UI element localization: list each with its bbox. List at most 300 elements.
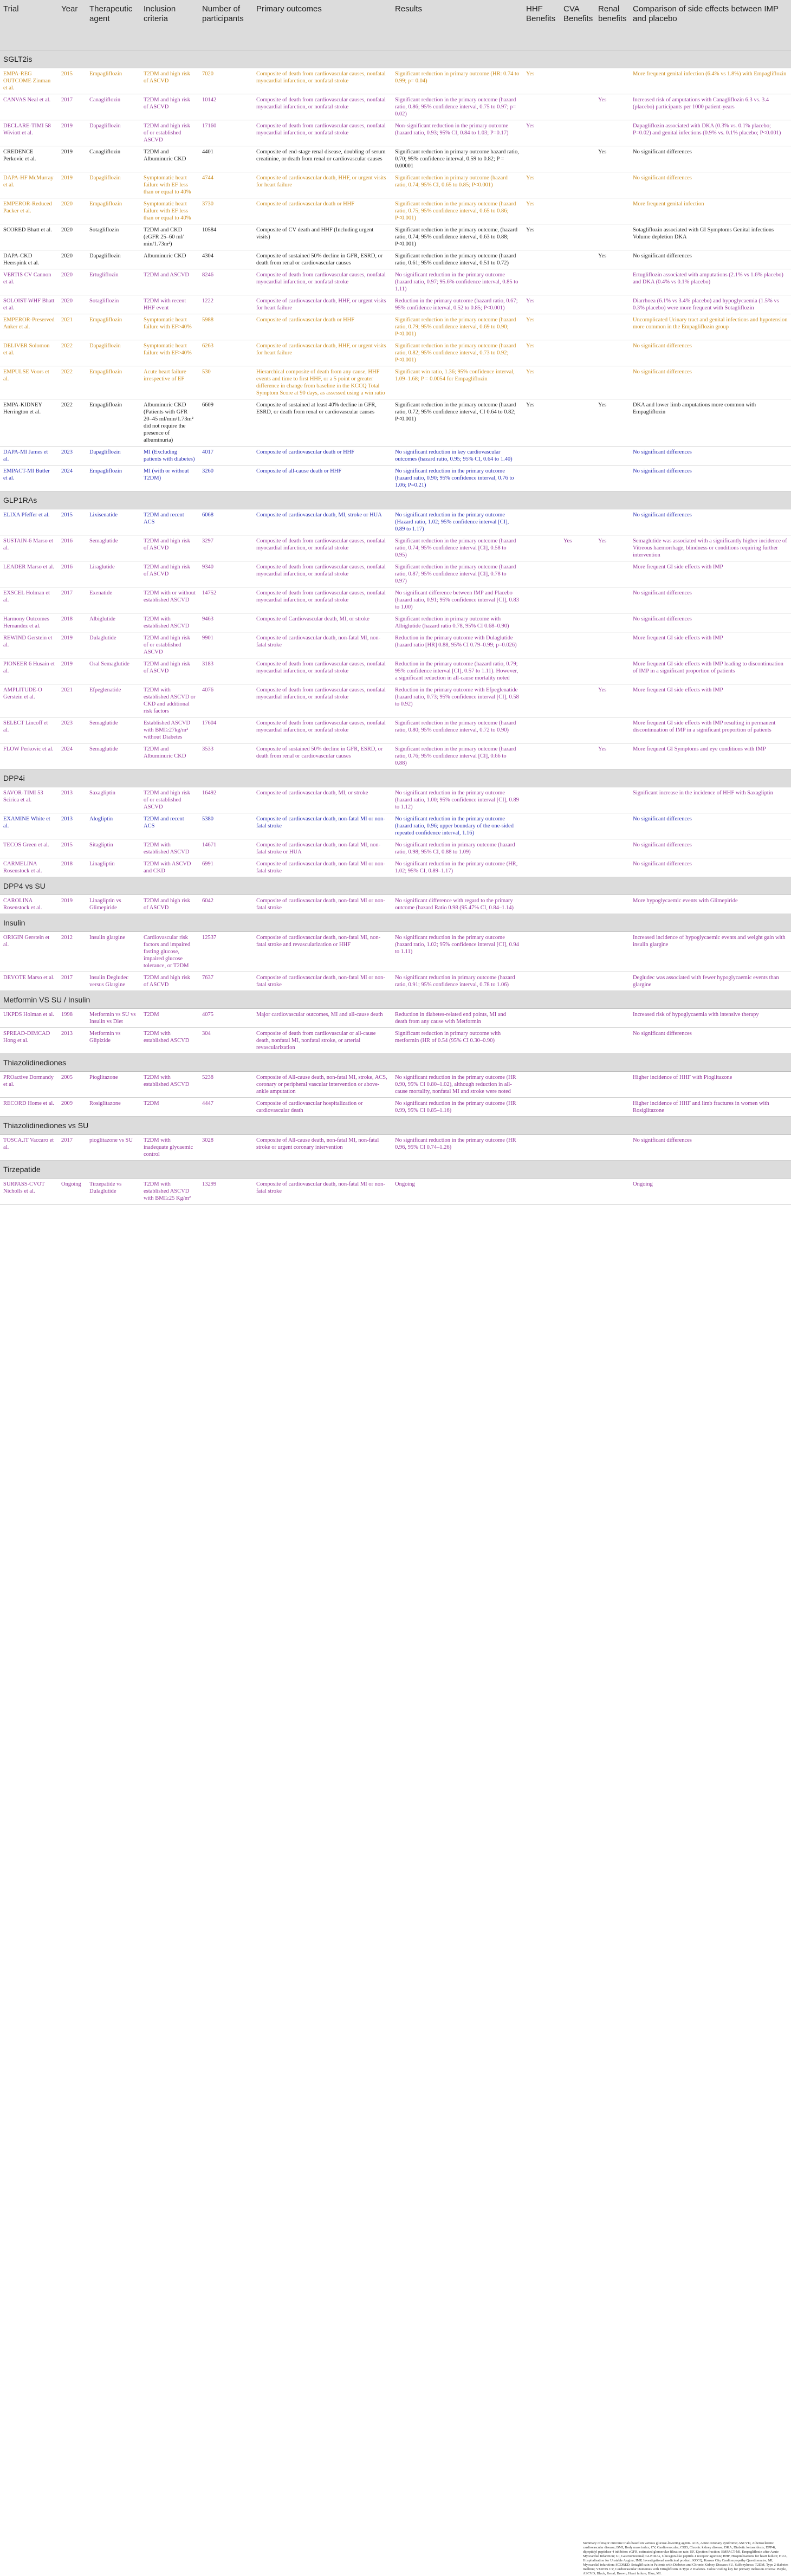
table-cell: 6263 bbox=[199, 340, 253, 366]
table-cell: No significant reduction in primary outcome (hazard ratio, 0.98; 95% CI, 0.88 to 1.09) bbox=[392, 839, 523, 858]
table-cell: Composite of death from cardiovascular causes, nonfatal myocardial infarction, or nonfatal stroke bbox=[253, 94, 392, 120]
table-row bbox=[0, 269, 791, 295]
table-cell: 6042 bbox=[199, 895, 253, 914]
table-cell: Linagliptin vs Glimepiride bbox=[86, 895, 140, 914]
section-title: Thiazolidinediones vs SU bbox=[0, 1116, 791, 1134]
table-cell bbox=[595, 587, 630, 613]
table-cell bbox=[560, 340, 595, 366]
table-cell: Yes bbox=[595, 684, 630, 717]
table-cell: 2013 bbox=[58, 787, 86, 813]
table-cell: T2DM with established ASCVD bbox=[140, 1027, 199, 1053]
table-cell bbox=[560, 613, 595, 632]
table-cell: No significant differences bbox=[630, 366, 791, 399]
table-cell: DAPA-CKD Heerspink et al. bbox=[0, 250, 58, 269]
table-cell: T2DM and high risk of ASCVD bbox=[140, 561, 199, 587]
table-cell bbox=[560, 858, 595, 877]
table-cell: Significant reduction in primary outcome (HR: 0.74 to 0.99; p= 0.04) bbox=[392, 68, 523, 94]
table-cell: PIONEER 6 Husain et al. bbox=[0, 658, 58, 684]
table-cell: Canagliflozin bbox=[86, 94, 140, 120]
table-cell: SAVOR-TIMI 53 Scirica et al. bbox=[0, 787, 58, 813]
table-cell: Reduction in the primary outcome with Dulaglutide (hazard ratio [HR] 0.88, 95% CI 0.79–0.99; p=0.026) bbox=[392, 632, 523, 658]
table-cell: T2DM and high risk of ASCVD bbox=[140, 94, 199, 120]
table-cell bbox=[560, 250, 595, 269]
table-cell bbox=[523, 684, 560, 717]
table-cell bbox=[595, 813, 630, 839]
table-cell: 7020 bbox=[199, 68, 253, 94]
table-cell: No significant differences bbox=[630, 146, 791, 172]
table-cell: Semaglutide bbox=[86, 535, 140, 561]
table-cell bbox=[523, 561, 560, 587]
table-cell bbox=[595, 509, 630, 535]
table-cell: 2022 bbox=[58, 399, 86, 446]
section-title: GLP1RAs bbox=[0, 491, 791, 509]
table-cell: T2DM and high risk of ASCVD bbox=[140, 68, 199, 94]
table-cell bbox=[595, 717, 630, 743]
table-cell: No significant differences bbox=[630, 446, 791, 465]
table-cell: T2DM with or without established ASCVD bbox=[140, 587, 199, 613]
section-title: SGLT2is bbox=[0, 50, 791, 68]
table-cell bbox=[523, 1178, 560, 1204]
table-cell bbox=[523, 146, 560, 172]
table-cell: 2020 bbox=[58, 269, 86, 295]
table-cell bbox=[560, 1071, 595, 1097]
table-cell: Composite of death from cardiovascular causes, nonfatal myocardial infarction, or nonfatal stroke bbox=[253, 717, 392, 743]
table-cell: No significant reduction in the primary outcome (HR, 1.02; 95% CI, 0.89–1.17) bbox=[392, 858, 523, 877]
table-cell bbox=[523, 839, 560, 858]
table-cell: Composite of cardiovascular death, non-fatal MI or non-fatal stroke bbox=[253, 972, 392, 991]
table-cell: Empagliflozin bbox=[86, 366, 140, 399]
table-cell bbox=[595, 295, 630, 314]
table-cell: 6068 bbox=[199, 509, 253, 535]
table-cell: No significant reduction in the primary outcome (HR 0.96, 95% CI 0.74–1.26) bbox=[392, 1134, 523, 1160]
table-cell bbox=[560, 509, 595, 535]
table-cell bbox=[523, 787, 560, 813]
section-title: Metformin VS SU / Insulin bbox=[0, 991, 791, 1008]
table-cell bbox=[595, 1027, 630, 1053]
table-cell: 2020 bbox=[58, 295, 86, 314]
table-cell: Composite of sustained at least 40% decline in GFR, ESRD, or death from renal or cardiovascular causes bbox=[253, 399, 392, 446]
table-cell: 3297 bbox=[199, 535, 253, 561]
table-cell: Sotagliflozin bbox=[86, 295, 140, 314]
table-cell bbox=[595, 172, 630, 198]
table-cell: 2019 bbox=[58, 146, 86, 172]
table-cell: 10584 bbox=[199, 224, 253, 250]
table-cell: T2DM with recent HHF event bbox=[140, 295, 199, 314]
table-cell: No significant differences bbox=[630, 172, 791, 198]
table-cell: SUSTAIN-6 Marso et al. bbox=[0, 535, 58, 561]
table-cell: Composite of death from cardiovascular causes, nonfatal myocardial infarction, or nonfatal stroke bbox=[253, 120, 392, 146]
table-cell: EMPEROR-Reduced Packer et al. bbox=[0, 198, 58, 224]
table-cell bbox=[560, 743, 595, 769]
table-cell: Symptomatic heart failure with EF>40% bbox=[140, 314, 199, 340]
table-cell bbox=[560, 787, 595, 813]
table-cell: SELECT Lincoff et al. bbox=[0, 717, 58, 743]
table-cell bbox=[560, 1027, 595, 1053]
table-cell bbox=[595, 972, 630, 991]
table-cell: 17604 bbox=[199, 717, 253, 743]
table-cell: 3260 bbox=[199, 465, 253, 491]
table-cell: T2DM with ASCVD and CKD bbox=[140, 858, 199, 877]
table-cell: Diarrhoea (6.1% vs 3.4% placebo) and hypoglycaemia (1.5% vs 0.3% placebo) were more frequent with Sotagliflozin bbox=[630, 295, 791, 314]
table-cell: EMPACT-MI Butler et al. bbox=[0, 465, 58, 491]
table-cell bbox=[595, 931, 630, 972]
table-cell: Sotagliflozin bbox=[86, 224, 140, 250]
table-cell: REWIND Gerstein et al. bbox=[0, 632, 58, 658]
table-cell: Composite of cardiovascular death or HHF bbox=[253, 314, 392, 340]
table-cell: Dapagliflozin bbox=[86, 340, 140, 366]
table-cell bbox=[560, 269, 595, 295]
table-cell: 2017 bbox=[58, 1134, 86, 1160]
table-cell: No significant reduction in the primary outcome (HR 0.90, 95% CI 0.80–1.02), although reduction in all-cause mortality, nonfatal MI and stroke were noted bbox=[392, 1071, 523, 1097]
table-cell: Albuminuric CKD (Patients with GFR 20–45 ml/min/1.73m² did not require the presence of albuminuria) bbox=[140, 399, 199, 446]
table-row bbox=[0, 743, 791, 769]
table-cell: Increased risk of hypoglycaemia with intensive therapy bbox=[630, 1008, 791, 1027]
table-cell bbox=[560, 895, 595, 914]
column-header: Inclusion criteria bbox=[140, 0, 199, 50]
table-cell: 1998 bbox=[58, 1008, 86, 1027]
table-cell bbox=[523, 446, 560, 465]
table-cell bbox=[595, 561, 630, 587]
table-cell bbox=[560, 146, 595, 172]
table-cell bbox=[523, 250, 560, 269]
table-cell: Yes bbox=[523, 340, 560, 366]
table-cell: 14671 bbox=[199, 839, 253, 858]
table-cell: T2DM with inadequate glycaemic control bbox=[140, 1134, 199, 1160]
table-cell bbox=[560, 68, 595, 94]
table-cell bbox=[523, 269, 560, 295]
table-cell: VERTIS CV Cannon et al. bbox=[0, 269, 58, 295]
table-cell: No significant reduction in the primary outcome (hazard ratio, 0.96; upper boundary of the one-sided repeated confidence interval, 1.16) bbox=[392, 813, 523, 839]
table-cell: Ongoing bbox=[392, 1178, 523, 1204]
section-title: Insulin bbox=[0, 914, 791, 931]
table-cell: 2023 bbox=[58, 717, 86, 743]
table-cell: RECORD Home et al. bbox=[0, 1097, 58, 1116]
table-cell: Insulin glargine bbox=[86, 931, 140, 972]
table-cell: CAROLINA Rosenstock et al. bbox=[0, 895, 58, 914]
table-cell: T2DM bbox=[140, 1097, 199, 1116]
table-cell: 2019 bbox=[58, 120, 86, 146]
table-cell: 2015 bbox=[58, 509, 86, 535]
table-cell: T2DM bbox=[140, 1008, 199, 1027]
table-cell: Composite of cardiovascular death, non-fatal MI, non-fatal stroke and revascularization or HHF bbox=[253, 931, 392, 972]
table-cell: No significant differences bbox=[630, 465, 791, 491]
table-cell: More hypoglycaemic events with Glimepiride bbox=[630, 895, 791, 914]
table-cell: Significant reduction in the primary outcome, (hazard ratio, 0.74; 95% confidence interval, 0.63 to 0.88; P<0.001) bbox=[392, 224, 523, 250]
table-cell: 17160 bbox=[199, 120, 253, 146]
table-cell: Composite of death from cardiovascular causes, nonfatal myocardial infarction, or nonfatal stroke bbox=[253, 684, 392, 717]
table-row bbox=[0, 658, 791, 684]
table-cell: 2023 bbox=[58, 446, 86, 465]
table-cell: More frequent genital infection (6.4% vs 1.8%) with Empagliflozin bbox=[630, 68, 791, 94]
table-cell: 16492 bbox=[199, 787, 253, 813]
table-header bbox=[0, 0, 791, 50]
table-cell: Significant reduction in primary outcome with Albiglutide (hazard ratio 0.78, 95% CI 0.68–0.90) bbox=[392, 613, 523, 632]
table-cell: No significant differences bbox=[630, 613, 791, 632]
table-cell bbox=[523, 465, 560, 491]
table-cell: More frequent genital infection bbox=[630, 198, 791, 224]
table-cell: No significant differences bbox=[630, 813, 791, 839]
table-cell: Major cardiovascular outcomes, MI and all-cause death bbox=[253, 1008, 392, 1027]
table-cell bbox=[523, 535, 560, 561]
table-footnote: Summary of major outcome trials based on various glucose-lowering agents. ACS, Acute coronary syndrome; ASCVD, Atherosclerotic cardiovascular disease; BMI, Body mass index; CV, Cardiovascular; CKD, Chronic kidney disease; DKA, Diabetic ketoacidosis; DPP4i, dipeptidyl peptidase 4 inhibitor; eGFR, estimated glomerular filtration rate; EF, Ejection fraction; EMPACT-MI, Empagliflozin after Acute Myocardial Infarction; GI, Gastrointestinal; GLP1RAs, Glucagon-like peptide-1 receptor agonists; HHF, Hospitalisations for heart failure; HUA, Hospitalisation for Unstable Angina; IMP, Investigational medicinal product; KCCQ, Kansas City Cardiomyopathy Questionnaire; MI, Myocardial infarction; SCORED, Sotagliflozin in Patients with Diabetes and Chronic Kidney Disease; SU, Sulfonylurea; T2DM, Type 2 diabetes mellitus; VERTIS CV, Cardiovascular Outcomes with Ertugliflozin in Type 2 Diabetes. Colour coding key for primary inclusion criteria: Purple, ASCVD; Black, Renal; Brown, Heart failure; Blue, MI. bbox=[583, 2541, 788, 2575]
table-cell: Yes bbox=[595, 535, 630, 561]
table-cell bbox=[560, 1178, 595, 1204]
table-cell: 2015 bbox=[58, 68, 86, 94]
table-cell: 2022 bbox=[58, 366, 86, 399]
table-cell: T2DM and high risk of or established ASCVD bbox=[140, 787, 199, 813]
table-cell: CANVAS Neal et al. bbox=[0, 94, 58, 120]
table-cell bbox=[595, 198, 630, 224]
table-row bbox=[0, 295, 791, 314]
table-cell: No significant reduction in primary outcome (hazard ratio, 0.91; 95% confidence interval, 0.78 to 1.06) bbox=[392, 972, 523, 991]
table-cell: Composite of cardiovascular death, non-fatal MI or non-fatal stroke bbox=[253, 895, 392, 914]
table-cell: Metformin vs SU vs Insulin vs Diet bbox=[86, 1008, 140, 1027]
table-cell bbox=[595, 1008, 630, 1027]
table-row bbox=[0, 446, 791, 465]
section-header-row bbox=[0, 914, 791, 931]
table-cell: Composite of CV death and HHF (Including urgent visits) bbox=[253, 224, 392, 250]
table-cell bbox=[595, 1134, 630, 1160]
table-cell: Rosiglitazone bbox=[86, 1097, 140, 1116]
table-cell: Significant reduction in primary outcome hazard ratio, 0.70; 95% confidence interval, 0.59 to 0.82; P = 0.00001 bbox=[392, 146, 523, 172]
table-cell: T2DM and high risk of ASCVD bbox=[140, 658, 199, 684]
table-cell: 2009 bbox=[58, 1097, 86, 1116]
table-cell: 6991 bbox=[199, 858, 253, 877]
table-cell: 2019 bbox=[58, 658, 86, 684]
table-row bbox=[0, 895, 791, 914]
table-cell: Empagliflozin bbox=[86, 465, 140, 491]
table-cell: 2019 bbox=[58, 172, 86, 198]
table-cell bbox=[523, 94, 560, 120]
table-cell: Sitagliptin bbox=[86, 839, 140, 858]
table-cell bbox=[560, 295, 595, 314]
table-cell bbox=[595, 895, 630, 914]
table-cell: Lixisenatide bbox=[86, 509, 140, 535]
column-header: Comparison of side effects between IMP and placebo bbox=[630, 0, 791, 50]
table-cell: Composite of cardiovascular hospitalization or cardiovascular death bbox=[253, 1097, 392, 1116]
table-row bbox=[0, 1071, 791, 1097]
table-cell bbox=[595, 1178, 630, 1204]
table-cell: Increased risk of amputations with Canagliflozin 6.3 vs. 3.4 (placebo) participants per 1000 patient-years bbox=[630, 94, 791, 120]
table-cell: Yes bbox=[595, 399, 630, 446]
table-cell: Ertugliflozin bbox=[86, 269, 140, 295]
table-cell: Composite of sustained 50% decline in GFR, ESRD, or death from renal or cardiovascular causes bbox=[253, 743, 392, 769]
table-cell: Composite of cardiovascular death, non-fatal MI, non-fatal stroke bbox=[253, 632, 392, 658]
table-row bbox=[0, 684, 791, 717]
table-cell: Yes bbox=[595, 250, 630, 269]
table-cell: T2DM with established ASCVD with BMI≥25 Kg/m² bbox=[140, 1178, 199, 1204]
table-cell: 2020 bbox=[58, 250, 86, 269]
table-cell bbox=[523, 1008, 560, 1027]
table-cell bbox=[560, 366, 595, 399]
trials-table bbox=[0, 0, 791, 1205]
table-cell: Significant reduction in the primary outcome (hazard ratio, 0.72; 95% confidence interval, CI 0.64 to 0.82; P<0.001) bbox=[392, 399, 523, 446]
table-cell: No significant differences bbox=[630, 858, 791, 877]
table-cell: Higher incidence of HHF and limb fractures in women with Rosiglitazone bbox=[630, 1097, 791, 1116]
table-cell: Liraglutide bbox=[86, 561, 140, 587]
table-cell bbox=[560, 224, 595, 250]
table-cell: Albuminuric CKD bbox=[140, 250, 199, 269]
table-cell: Significant reduction in the primary outcome (hazard ratio, 0.80; 95% confidence interval, 0.72 to 0.90) bbox=[392, 717, 523, 743]
table-cell: Non-significant reduction in the primary outcome (hazard ratio, 0.93; 95% CI, 0.84 to 1.03; P=0.17) bbox=[392, 120, 523, 146]
table-cell: Uncomplicated Urinary tract and genital infections and hypotension more common in the Empagliflozin group bbox=[630, 314, 791, 340]
table-cell: 5238 bbox=[199, 1071, 253, 1097]
table-cell: Tirzepatide vs Dulaglutide bbox=[86, 1178, 140, 1204]
table-cell: Empagliflozin bbox=[86, 198, 140, 224]
table-cell: Significant reduction in primary outcome with metformin (HR of 0.54 (95% CI 0.30–0.90) bbox=[392, 1027, 523, 1053]
table-cell bbox=[595, 340, 630, 366]
table-cell bbox=[523, 1027, 560, 1053]
table-cell bbox=[595, 632, 630, 658]
table-row bbox=[0, 340, 791, 366]
table-cell: 4401 bbox=[199, 146, 253, 172]
table-cell bbox=[523, 931, 560, 972]
table-cell: Semaglutide bbox=[86, 717, 140, 743]
table-cell: DKA and lower limb amputations more common with Empagliflozin bbox=[630, 399, 791, 446]
table-cell: No significant differences bbox=[630, 250, 791, 269]
table-cell bbox=[560, 839, 595, 858]
table-cell: Acute heart failure irrespective of EF bbox=[140, 366, 199, 399]
table-cell bbox=[560, 1097, 595, 1116]
table-cell: Composite of death from cardiovascular causes, nonfatal myocardial infarction, or nonfatal stroke bbox=[253, 68, 392, 94]
table-cell: Composite of all-cause death or HHF bbox=[253, 465, 392, 491]
table-cell bbox=[595, 858, 630, 877]
table-cell: T2DM and high risk of or established ASCVD bbox=[140, 632, 199, 658]
table-cell: Albiglutide bbox=[86, 613, 140, 632]
table-cell: 4304 bbox=[199, 250, 253, 269]
table-cell: 3028 bbox=[199, 1134, 253, 1160]
table-cell: 2021 bbox=[58, 684, 86, 717]
table-cell: Semaglutide was associated with a significantly higher incidence of Vitreous haemorrhage, blindness or conditions requiring further intervention bbox=[630, 535, 791, 561]
section-header-row bbox=[0, 491, 791, 509]
table-cell: 2020 bbox=[58, 224, 86, 250]
table-cell: Ongoing bbox=[58, 1178, 86, 1204]
table-cell bbox=[560, 1134, 595, 1160]
table-cell: EMPULSE Voors et al. bbox=[0, 366, 58, 399]
table-cell: 3730 bbox=[199, 198, 253, 224]
column-header: Results bbox=[392, 0, 523, 50]
table-cell: Composite of death from cardiovascular or all-cause death, nonfatal MI, nonfatal stroke, or arterial revascularization bbox=[253, 1027, 392, 1053]
table-row bbox=[0, 465, 791, 491]
table-cell bbox=[523, 1134, 560, 1160]
table-cell bbox=[560, 684, 595, 717]
table-cell: 2012 bbox=[58, 931, 86, 972]
table-cell bbox=[560, 399, 595, 446]
table-cell bbox=[523, 587, 560, 613]
table-cell bbox=[523, 1097, 560, 1116]
table-cell: More frequent GI Symptoms and eye conditions with IMP bbox=[630, 743, 791, 769]
table-cell bbox=[523, 717, 560, 743]
section-header-row bbox=[0, 1116, 791, 1134]
table-row bbox=[0, 1008, 791, 1027]
table-cell: Composite of Cardiovascular death, MI, or stroke bbox=[253, 613, 392, 632]
table-cell: 5988 bbox=[199, 314, 253, 340]
section-header-row bbox=[0, 991, 791, 1008]
table-cell: Increased incidence of hypoglycaemic events and weight gain with insulin glargine bbox=[630, 931, 791, 972]
table-cell: Empagliflozin bbox=[86, 314, 140, 340]
table-cell: 9463 bbox=[199, 613, 253, 632]
table-cell: Yes bbox=[595, 146, 630, 172]
table-cell: No significant difference with regard to the primary outcome (hazard Ratio 0.98 (95.47% CI, 0.84–1.14) bbox=[392, 895, 523, 914]
table-cell: Yes bbox=[595, 743, 630, 769]
table-row bbox=[0, 509, 791, 535]
table-cell bbox=[595, 1071, 630, 1097]
table-cell: Symptomatic heart failure with EF>40% bbox=[140, 340, 199, 366]
table-cell: 2017 bbox=[58, 94, 86, 120]
table-cell: T2DM and CKD (eGFR 25–60 ml/ min/1.73m²) bbox=[140, 224, 199, 250]
table-cell: T2DM and ASCVD bbox=[140, 269, 199, 295]
table-cell bbox=[595, 787, 630, 813]
table-cell: 3183 bbox=[199, 658, 253, 684]
table-cell: T2DM and high risk of or established ASCVD bbox=[140, 120, 199, 146]
table-cell bbox=[595, 465, 630, 491]
table-cell: Composite of cardiovascular death, HHF, or urgent visits for heart failure bbox=[253, 340, 392, 366]
table-cell: 2016 bbox=[58, 535, 86, 561]
table-cell: Significant reduction in the primary outcome (hazard ratio, 0.76; 95% confidence interval [CI], 0.66 to 0.88) bbox=[392, 743, 523, 769]
table-cell: 2022 bbox=[58, 340, 86, 366]
table-cell: Significant reduction in the primary outcome (hazard ratio, 0.74; 95% confidence interval [CI], 0.58 to 0.95) bbox=[392, 535, 523, 561]
table-cell: Sotagliflozin associated with GI Symptoms Genital infections Volume depletion DKA bbox=[630, 224, 791, 250]
table-cell: 9340 bbox=[199, 561, 253, 587]
column-header: Renal benefits bbox=[595, 0, 630, 50]
table-cell: Empagliflozin bbox=[86, 68, 140, 94]
column-header: HHF Benefits bbox=[523, 0, 560, 50]
table-cell: T2DM and recent ACS bbox=[140, 813, 199, 839]
table-cell bbox=[560, 120, 595, 146]
table-cell: No significant reduction in the primary outcome (hazard ratio, 0.97; 95.6% confidence interval, 0.85 to 1.11) bbox=[392, 269, 523, 295]
table-row bbox=[0, 172, 791, 198]
table-cell: Ertugliflozin associated with amputations (2.1% vs 1.6% placebo) and DKA (0.4% vs 0.1% placebo) bbox=[630, 269, 791, 295]
column-header: Year bbox=[58, 0, 86, 50]
table-cell: 12537 bbox=[199, 931, 253, 972]
table-cell: Exenatide bbox=[86, 587, 140, 613]
table-cell: More frequent GI side effects with IMP bbox=[630, 632, 791, 658]
table-cell: Significant reduction in the primary outcome (hazard ratio, 0.75; 95% confidence interval, 0.65 to 0.86; P<0.001) bbox=[392, 198, 523, 224]
table-cell: 2018 bbox=[58, 858, 86, 877]
table-cell: Composite of cardiovascular death or HHF bbox=[253, 198, 392, 224]
table-cell: 2019 bbox=[58, 632, 86, 658]
table-cell bbox=[595, 68, 630, 94]
table-cell: 530 bbox=[199, 366, 253, 399]
table-cell: ELIXA Pfeffer et al. bbox=[0, 509, 58, 535]
table-cell: Significant reduction in the primary outcome (hazard ratio, 0.86; 95% confidence interval, 0.75 to 0.97; p= 0.02) bbox=[392, 94, 523, 120]
table-row bbox=[0, 250, 791, 269]
table-cell: 2021 bbox=[58, 314, 86, 340]
table-cell: 7637 bbox=[199, 972, 253, 991]
table-cell bbox=[523, 972, 560, 991]
table-row bbox=[0, 198, 791, 224]
table-row bbox=[0, 314, 791, 340]
table-cell: No significant difference between IMP and Placebo (hazard ratio, 0.91; 95% confidence interval [CI], 0.83 to 1.00) bbox=[392, 587, 523, 613]
table-cell: Composite of cardiovascular death, non-fatal MI or non-fatal stroke bbox=[253, 813, 392, 839]
table-cell: T2DM and high risk of ASCVD bbox=[140, 535, 199, 561]
section-header-row bbox=[0, 769, 791, 787]
table-row bbox=[0, 858, 791, 877]
table-cell: Yes bbox=[523, 172, 560, 198]
table-cell: T2DM and high risk of ASCVD bbox=[140, 895, 199, 914]
table-cell: Significant win ratio, 1.36; 95% confidence interval, 1.09–1.68; P = 0.0054 for Empagliflozin bbox=[392, 366, 523, 399]
table-cell: Dapagliflozin bbox=[86, 172, 140, 198]
section-header-row bbox=[0, 50, 791, 68]
table-cell: Pioglitazone bbox=[86, 1071, 140, 1097]
table-cell: Dulaglutide bbox=[86, 632, 140, 658]
table-cell: Composite of death from cardiovascular causes, nonfatal myocardial infarction, or nonfatal stroke bbox=[253, 535, 392, 561]
table-cell: 2015 bbox=[58, 839, 86, 858]
table-cell: DAPA-HF McMurray et al. bbox=[0, 172, 58, 198]
table-cell: Yes bbox=[523, 120, 560, 146]
table-cell: CREDENCE Perkovic et al. bbox=[0, 146, 58, 172]
table-cell: Dapagliflozin associated with DKA (0.3% vs. 0.1% placebo; P=0.02) and genital infections (0.9% vs. 0.1% placebo; P<0.001) bbox=[630, 120, 791, 146]
